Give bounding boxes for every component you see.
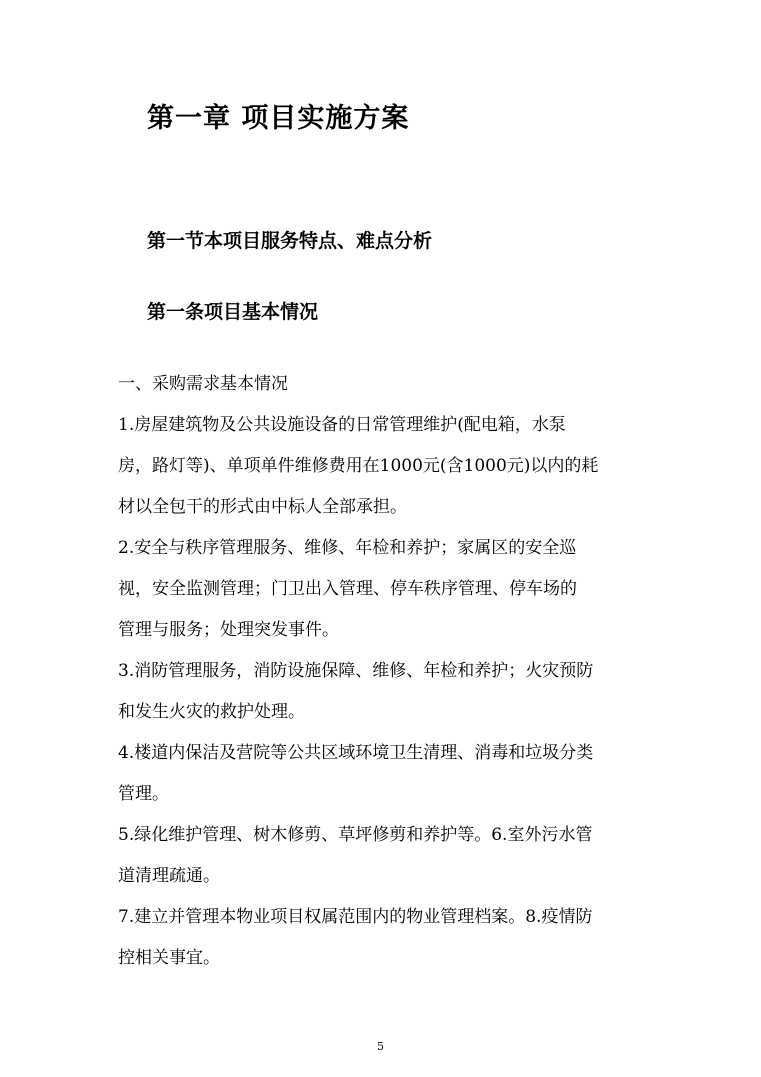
body-line: 和发生火灾的救护处理。: [118, 702, 305, 722]
body-line: 7.建立并管理本物业项目权属范围内的物业管理档案。8.疫情防: [118, 907, 593, 927]
body-line: 4.楼道内保洁及营院等公共区域环境卫生清理、消毒和垃圾分类: [118, 743, 594, 763]
body-line: 道清理疏通。: [118, 866, 220, 886]
chapter-title: 第一章 项目实施方案: [147, 103, 410, 134]
body-line: 房，路灯等)、单项单件维修费用在1000元(含1000元)以内的耗: [118, 456, 599, 476]
body-line: 5.绿化维护管理、树木修剪、草坪修剪和养护等。6.室外污水管: [118, 825, 593, 845]
body-line: 1.房屋建筑物及公共设施设备的日常管理维护(配电箱，水泵: [118, 415, 566, 435]
body-line: 控相关事宜。: [118, 948, 220, 968]
section-title: 第一节本项目服务特点、难点分析: [147, 230, 433, 252]
body-line: 一、采购需求基本情况: [118, 374, 288, 394]
page-number: 5: [377, 1040, 384, 1053]
body-line: 管理。: [118, 784, 169, 804]
body-line: 管理与服务；处理突发事件。: [118, 620, 339, 640]
body-line: 3.消防管理服务，消防设施保障、维修、年检和养护；火灾预防: [118, 661, 594, 681]
article-title: 第一条项目基本情况: [147, 301, 319, 323]
body-text: [118, 364, 648, 979]
body-line: 材以全包干的形式由中标人全部承担。: [118, 497, 407, 517]
body-line: 视，安全监测管理；门卫出入管理、停车秩序管理、停车场的: [118, 579, 577, 599]
body-line: 2.安全与秩序管理服务、维修、年检和养护；家属区的安全巡: [118, 538, 577, 558]
